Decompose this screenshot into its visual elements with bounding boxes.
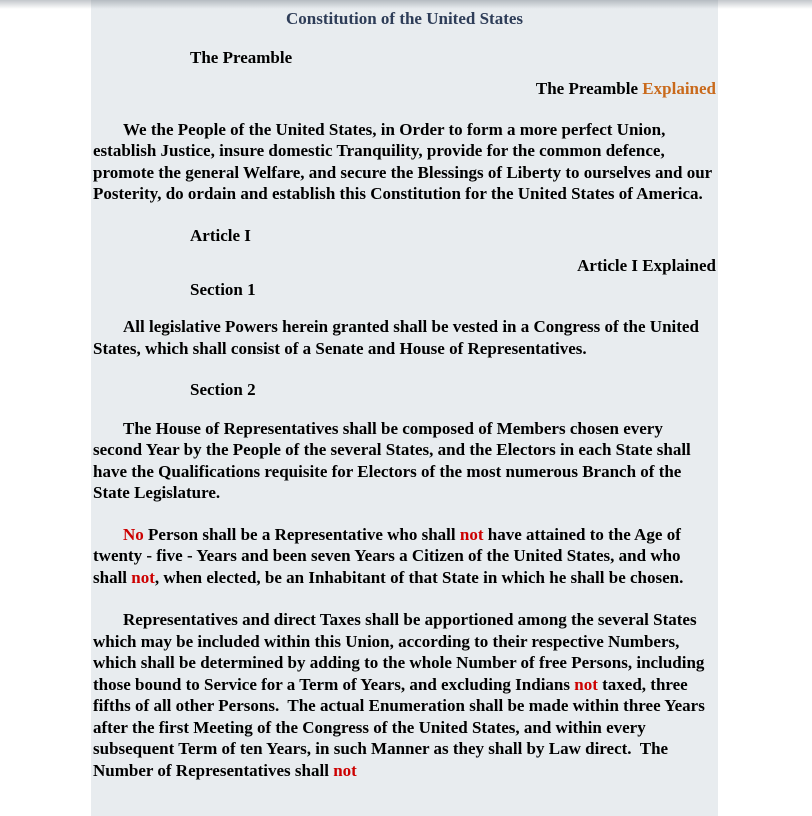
- text-segment: Person shall be a Representative who shall: [143, 524, 460, 544]
- text-segment: taxed, three fifths of all other Persons. The actual Enumeration shall be made within three Years after the first Meeting of the Congress of the United States, and within every subsequent Term of ten Years, in such Manner as they shall by Law direct. The Number of Representatives shall: [93, 674, 710, 780]
- section2-paragraph-apportionment: [93, 609, 716, 781]
- highlighted-word: not: [333, 760, 357, 780]
- section1-heading: Section 1: [190, 279, 256, 299]
- text-segment: , when elected, be an Inhabitant of that State in which he shall be chosen.: [154, 567, 684, 587]
- text-segment: The Preamble: [535, 79, 643, 98]
- highlighted-word: not: [459, 524, 484, 544]
- explained-word: Explained: [642, 79, 716, 98]
- highlighted-word: not: [131, 567, 155, 587]
- highlighted-word: not: [574, 674, 598, 694]
- article1-explained-link[interactable]: Article I Explained: [577, 256, 716, 275]
- text-segment: have attained to the Age of twenty - five - Years and been seven Years a Citizen of the United States, and who shall: [93, 524, 686, 587]
- document-page: [91, 0, 718, 816]
- highlighted-word: No: [123, 524, 144, 544]
- section2-paragraph-qualifications: [93, 524, 716, 589]
- section2-heading: Section 2: [190, 380, 256, 399]
- preamble-explained-link[interactable]: [536, 79, 716, 98]
- preamble-paragraph: We the People of the United States, in Order to form a more perfect Union, establish Justice, insure domestic Tranquility, provide for the common defence, promote the general Welfare, and secure the Blessings of Liberty to ourselves and our Posterity, do ordain and establish this Constitution for the United States of America.: [93, 119, 717, 203]
- preamble-heading: The Preamble: [190, 47, 293, 67]
- section2-paragraph-members: The House of Representatives shall be composed of Members chosen every second Year by the People of the several States, and the Electors in each State shall have the Qualifications requisite for Electors of the most numerous Branch of the State Legislature.: [93, 418, 696, 502]
- preamble-explained-line: [93, 78, 716, 100]
- article1-explained-line: [93, 255, 716, 277]
- section1-paragraph: All legislative Powers herein granted shall be vested in a Congress of the United States, which shall consist of a Senate and House of Representatives.: [93, 317, 704, 358]
- article1-heading: Article I: [190, 225, 251, 245]
- page-title: Constitution of the United States: [285, 9, 524, 28]
- text-segment: Representatives and direct Taxes shall be apportioned among the several States which may be included within this Union, according to their respective Numbers, which shall be determined by adding to the whole Number of free Persons, including those bound to Service for a Term of Years, and excluding Indians: [93, 610, 709, 694]
